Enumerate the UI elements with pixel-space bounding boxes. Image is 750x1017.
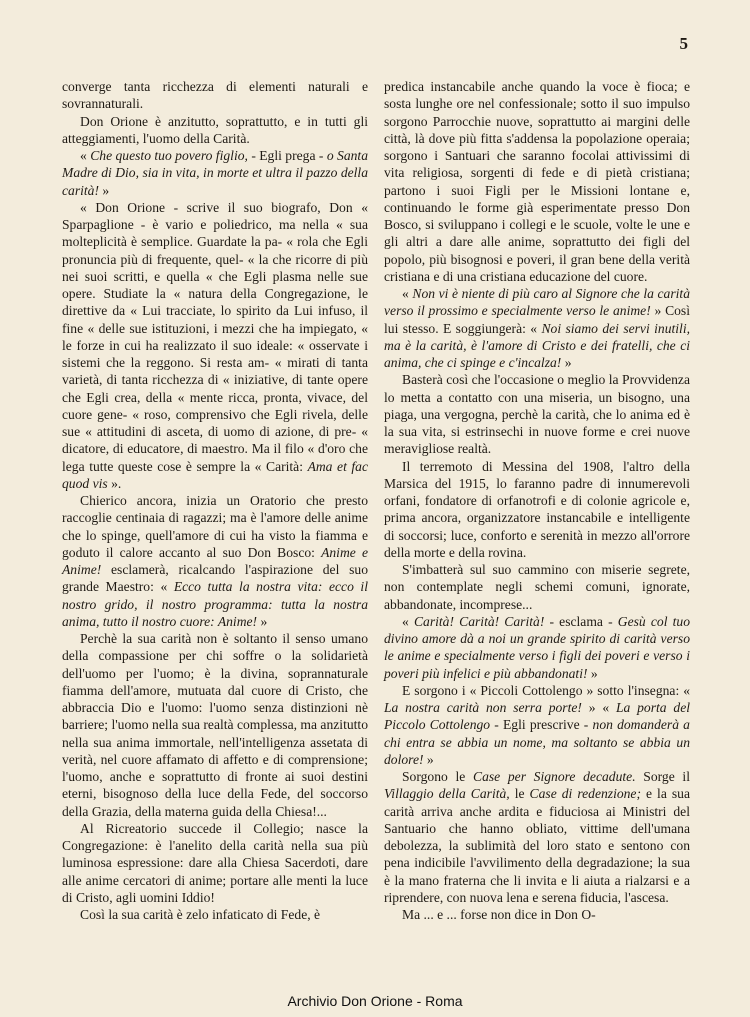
text-run: le [509, 786, 530, 802]
text-run: ». [107, 475, 122, 491]
text-run: « [80, 148, 91, 163]
italic-text: o Santa Madre di Dio, sia in vita, in morte et ultra il pazzo della carità! [62, 148, 368, 198]
paragraph [62, 820, 368, 906]
text-run: » [257, 613, 268, 629]
text-run: « [402, 613, 414, 629]
paragraph [384, 371, 690, 457]
paragraph [62, 199, 368, 492]
text-run: predica instancabile anche quando la voce è fioca; e sosta lunghe ore nel confessionale; sotto il suo impulso sorgono Parrocchie nuove, soprattutto ai margini delle città, là dove più fitta s'addensa la popolazione operaia; sorgono i Santuari che saranno focolai attivissimi di vita religiosa, sorgenti di fede e di pietà cristiana; partono i suoi Figli per le Missioni lontane e, continuando le forme già esperimentate presso Don Bosco, si sviluppano i collegi e le scuole, volte le une e gli altri a dare alle anime, soprattutto dei figli del popolo, più bisognosi e poveri, il gran bene della verità cristiana e di una cristiana educazione del cuore. [384, 79, 690, 284]
text-run: » « [581, 700, 616, 715]
page-number: 5 [679, 34, 688, 53]
paragraph [384, 768, 690, 906]
text-run: » Così lui stesso. E soggiungerà: « [384, 303, 690, 336]
text-run: Così la sua carità è zelo infaticato di Fede, è [80, 907, 321, 922]
text-run: E sorgono i « Piccoli Cottolengo » sotto l'insegna: « [402, 682, 690, 698]
text-run: Ma ... e ... forse non dice in Don O- [402, 907, 596, 922]
paragraph [62, 78, 368, 113]
text-run: » [587, 665, 598, 681]
text-run: - Egli prega - [247, 148, 327, 163]
italic-text: Ama et fac quod vis [62, 458, 369, 491]
paragraph [62, 906, 368, 923]
italic-text: Case di redenzione; [529, 786, 641, 802]
text-run: e la sua carità arriva anche ardita e fiduciosa ai Ministri del Santuario che hanno obliato, vittime dell'umana debolezza, la sublimità del loro stato e sentono con pena indicibile l'avvilimento della degradazione; la sua è la mano fraterna che li invita e li aiuta a rialzarsi e a riprendere, con nuova lena e serena fiducia, l'ascesa. [384, 786, 690, 905]
paragraph [62, 492, 368, 630]
paragraph [384, 682, 690, 768]
text-run: Chierico ancora, inizia un Oratorio che presto raccoglie centinaia di ragazzi; ma è l'amore delle anime che lo spinge, quell'amore di cui ha visto la fiamma e goduto il calore accanto al suo Don Bosco: [62, 493, 368, 560]
paragraph [384, 458, 690, 562]
paragraph [384, 285, 690, 371]
italic-text: La porta del Piccolo Cottolengo [384, 700, 691, 733]
text-run: converge tanta ricchezza di elementi naturali e sovrannaturali. [62, 79, 368, 112]
italic-text: Che questo tuo povero figlio, [90, 148, 248, 163]
text-run: Sorge il [635, 769, 690, 784]
paragraph [384, 561, 690, 613]
text-run: » [423, 751, 434, 767]
right-column [384, 78, 690, 923]
text-run: Al Ricreatorio succede il Collegio; nasce la Congregazione: è l'anelito della carità nella sua più luminosa espressione: dare alla Chiesa Sacerdoti, dare alle anime cercatori di anime; portare alle menti la luce di Cristo, agli uomini Iddio! [62, 820, 368, 905]
text-run: esclamerà, ricalcando l'aspirazione del suo grande Maestro: « [62, 562, 368, 595]
text-run: « Don Orione - scrive il suo biografo, Don « Sparpaglione - è vario e poliedrico, ma nella « sua molteplicità è semplice. Guardate la pa- « rola che Egli pronuncia più di frequente, quel- « la che ricorre di più nei suoi scritti, e quella « che Egli plasma nelle sue opere. Studiate la « natura della Congregazione, le direttive da « Lui tracciate, lo spirito da Lui infuso, il fine « delle sue istituzioni, i mezzi che ha impiegato, « le forze in cui ha realizzato il suo ideale: « osservate i sistemi che la reggono. Si resta am- « mirati di tanta varietà, di tanta ricchezza di « iniziative, di tante opere che Egli crea, della « mente ricca, pronta, vivace, del cuore gene- « roso, comprensivo che Egli rivela, delle sue « attitudini di asceta, di uomo di azione, di pre- « dicatore, di educatore, di maestro. Ma il filo « d'oro che lega tutte queste cose è sempre la « Carità: [62, 199, 368, 474]
text-run: » [561, 355, 572, 370]
text-run: » [99, 182, 110, 198]
text-run: Il terremoto di Messina del 1908, l'altro della Marsica del 1915, lo faranno padre di innumerevoli orfani, fondatore di orfanotrofi e di colonie agricole e, prima ancora, organizzatore instancabile e intelligente di soccorsi; luce, conforto e serenità in mezzo all'orrore della morte e della rovina. [384, 458, 690, 560]
text-run: « [402, 286, 413, 301]
paragraph [62, 630, 368, 820]
paragraph [384, 906, 690, 923]
paragraph [384, 78, 690, 285]
paragraph [62, 147, 368, 199]
text-run: Sorgono le [402, 769, 473, 784]
italic-text: Anime e Anime! [62, 544, 368, 577]
paragraph [62, 113, 368, 148]
paragraph [384, 613, 690, 682]
left-column [62, 78, 368, 923]
italic-text: Carità! Carità! Carità! [413, 613, 545, 629]
italic-text: Noi siamo dei servi inutili, ma è la carità, è l'amore di Cristo e dei fratelli, che ci anima, che ci spinge e c'incalza! [384, 320, 690, 370]
italic-text: Villaggio della Carità, [384, 786, 510, 802]
text-run: - esclama - [544, 613, 618, 629]
italic-text: non domanderà a chi entra se abbia un nome, ma soltanto se abbia un dolore! [384, 717, 690, 767]
italic-text: Case per Signore decadute. [473, 769, 636, 784]
text-run: S'imbatterà sul suo cammino con miserie segrete, non contemplate negli schemi comuni, ignorate, abbandonate, incomprese... [384, 562, 690, 612]
italic-text: Gesù col tuo divino amore dà a noi un grande spirito di carità verso le anime e specialmente verso i figli dei poveri e verso i poveri più infelici e più abbandonati! [384, 613, 690, 681]
italic-text: Ecco tutta la nostra vita: ecco il nostro grido, il nostro programma: tutta la nostra anima, tutto il nostro cuore: Anime! [62, 579, 368, 629]
text-run: - Egli prescrive - [490, 717, 593, 733]
italic-text: Non vi è niente di più caro al Signore che la carità verso il prossimo e specialmente verso le anime! [384, 286, 690, 319]
text-run: Basterà così che l'occasione o meglio la Provvidenza lo metta a contatto con una miseria, un bisogno, una piaga, una vergogna, perchè la carità, che lo anima ed è la sua vita, si estrinsechi in nuove forme e crei nuove meravigliose realtà. [384, 372, 690, 457]
text-run: Don Orione è anzitutto, soprattutto, e in tutti gli atteggiamenti, l'uomo della Carità. [62, 113, 368, 146]
archive-footer: Archivio Don Orione - Roma [287, 993, 463, 1009]
italic-text: La nostra carità non serra porte! [384, 700, 582, 715]
text-run: Perchè la sua carità non è soltanto il senso umano della compassione per chi soffre o la solidarietà dell'uomo per l'uomo; è la divina, soprannaturale fiamma dell'amore, mutuata dal cuore di Cristo, che abbraccia Dio e l'uomo: l'uomo senza distinzioni nè barriere; l'uomo nella sua realtà complessa, ma anzitutto nella sua anima immortale, nell'intelligenza assetata di verità, nel cuore affamato di affetto e di comprensione; l'uomo, anche e soprattutto di fronte ai suoi destini eterni, bisognoso della luce della Fede, del soccorso della Grazia, della materna guida della Chiesa!... [62, 631, 368, 819]
